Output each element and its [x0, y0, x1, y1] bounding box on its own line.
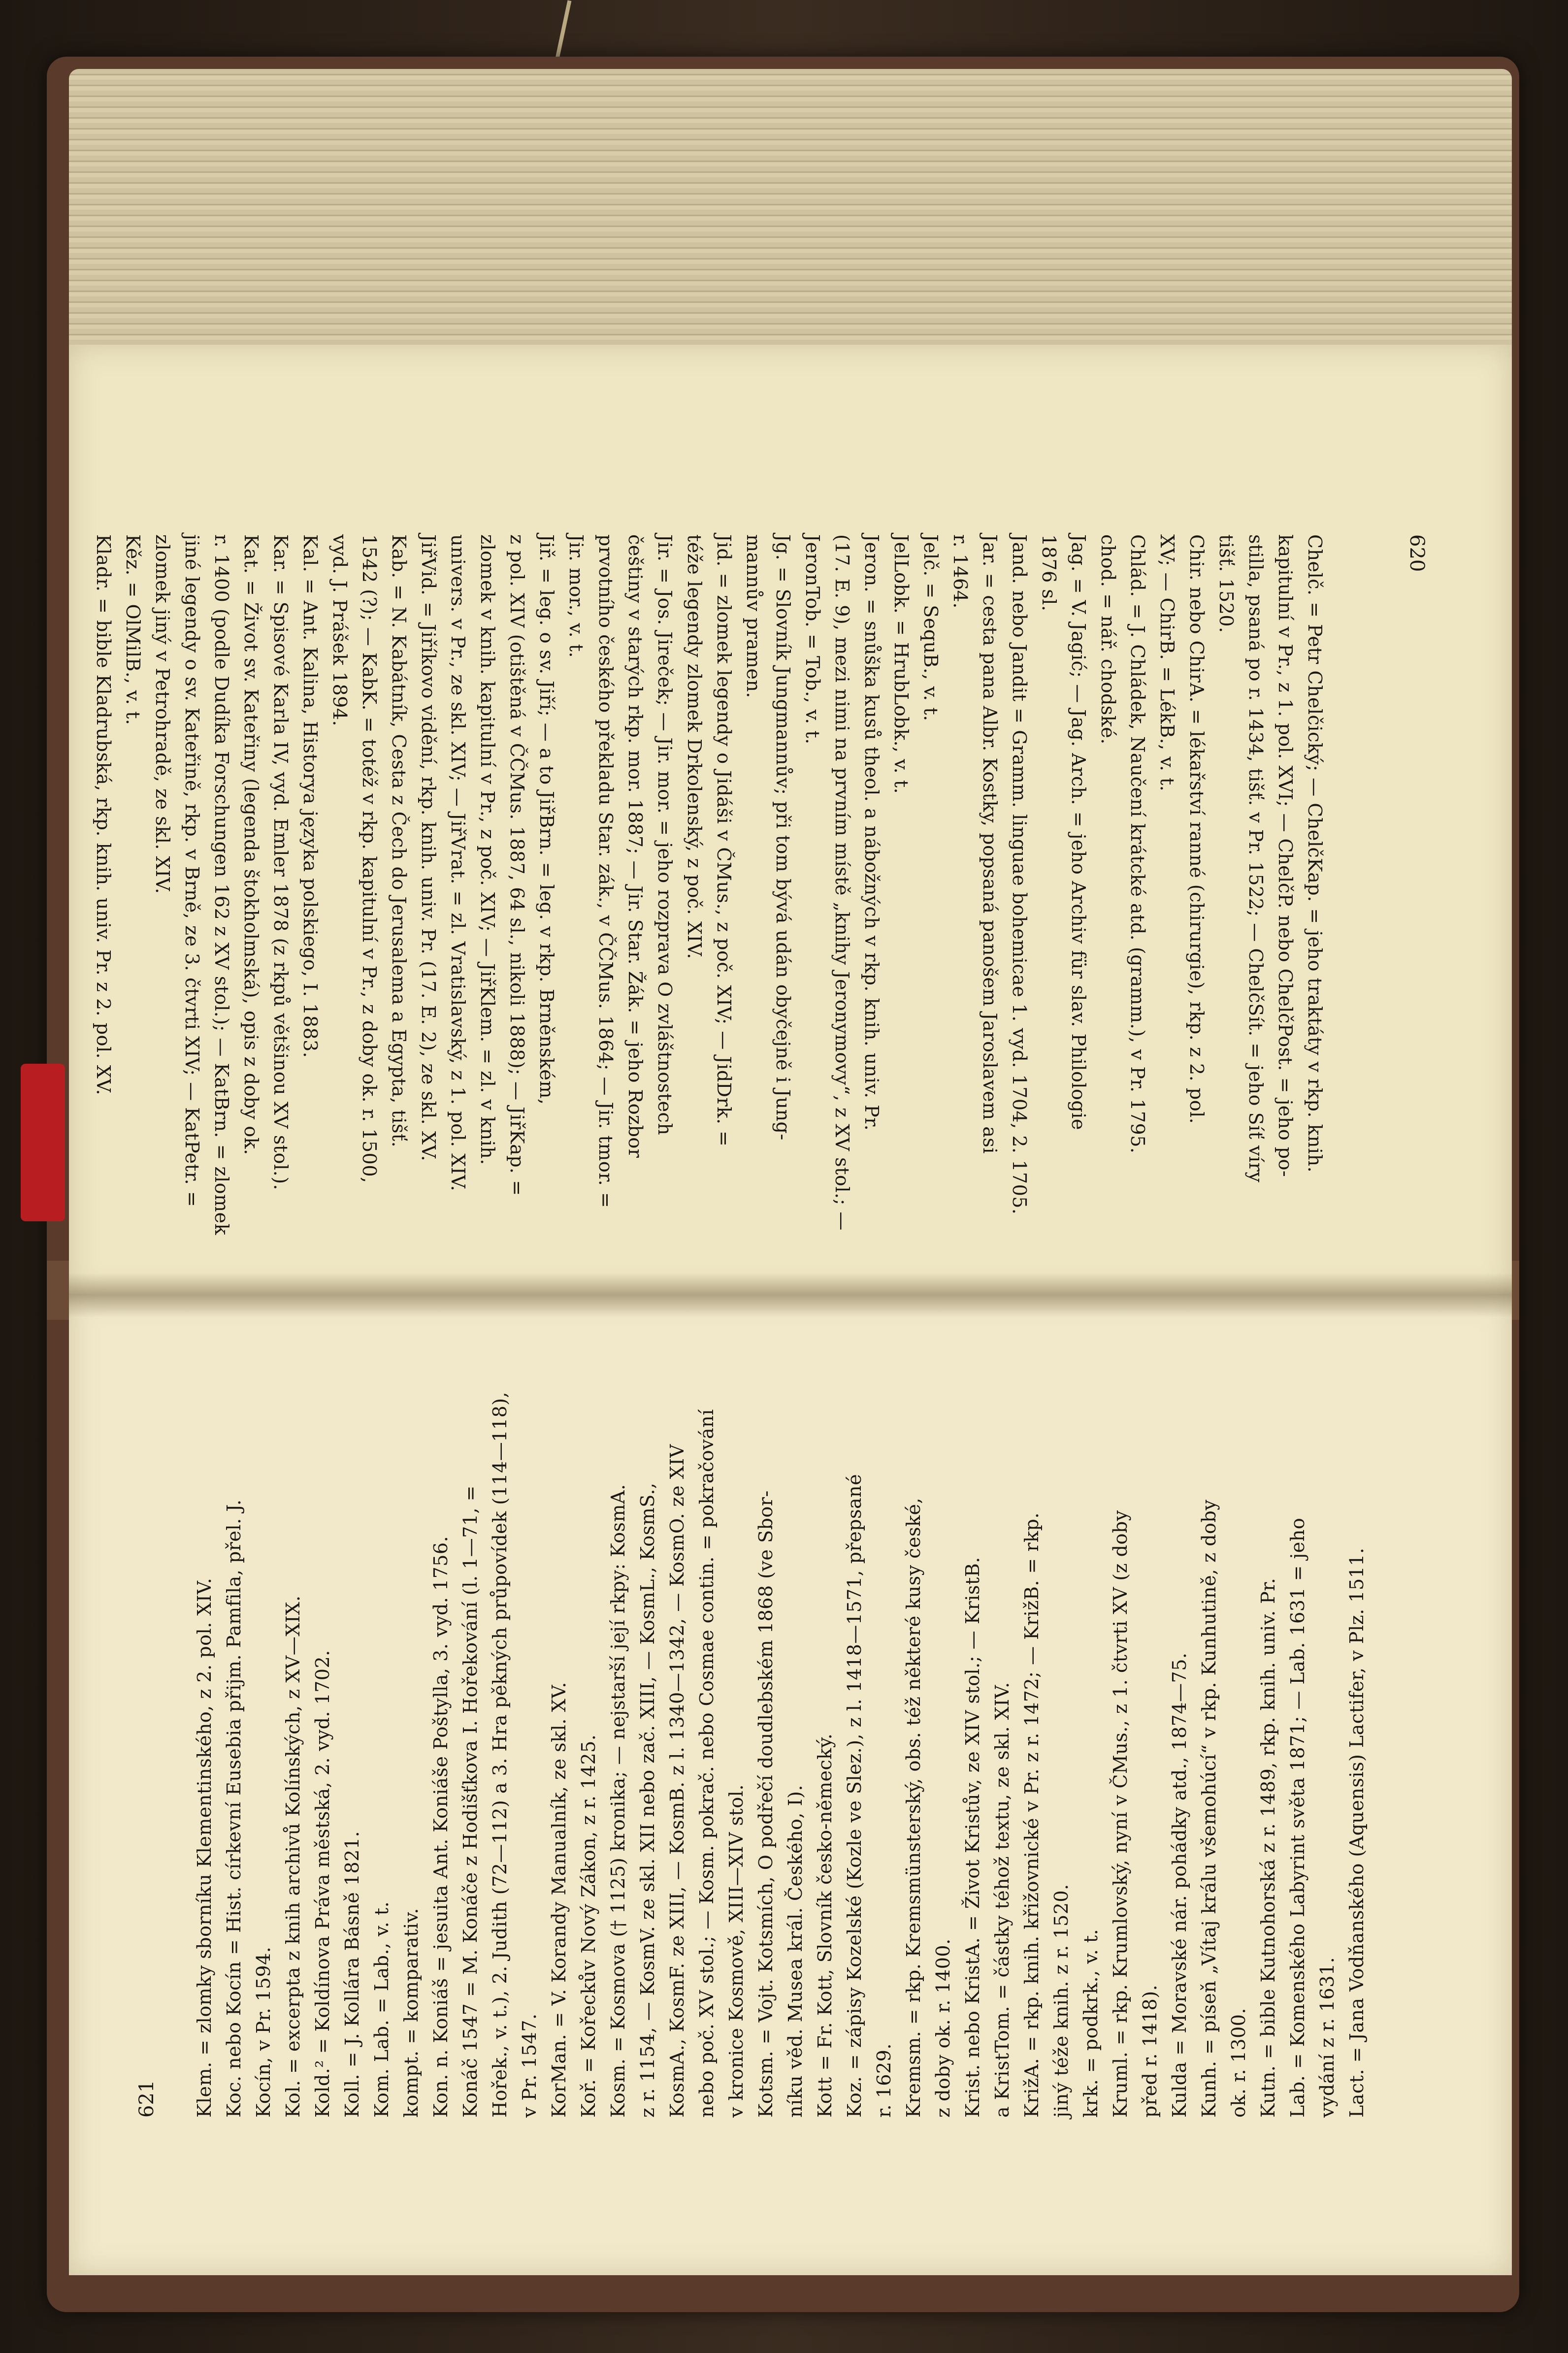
text-line: níku věd. Musea král. Českého, I).: [784, 1785, 806, 2118]
text-line: Kott = Fr. Kott, Slovník česko-německý.: [814, 1733, 836, 2118]
text-line: v kronice Kosmově, XIII—XIV stol.: [725, 1784, 747, 2118]
text-line: Koll. = J. Kollára Básně 1821.: [341, 1830, 363, 2118]
text-line: Hořek., v. t.), 2. Judith (72—112) a 3. Hra pěkných průpovídek (114—118),: [489, 1391, 511, 2118]
text-line: Kutn. = bible Kutnohorská z r. 1489, rkp. knih. univ. Pr.: [1257, 1577, 1279, 2118]
text-line: univers. v Pr., ze skl. XIV; — JiřVrat. = zl. Vratislavský, z 1. pol. XIV.: [447, 534, 469, 1192]
text-line: tišť. 1520.: [1215, 534, 1237, 633]
text-line: JiřVid. = Jiříkovo vidění, rkp. knih. univ. Pr. (17. E. 2), ze skl. XV.: [418, 534, 439, 1162]
page-number: 621: [135, 2080, 158, 2118]
text-line: vyd. J. Prášek 1894.: [329, 534, 351, 727]
text-line: zlomek v knih. kapitulní v Pr., z poč. XIV; — JiřKlem. = zl. v knih.: [477, 534, 498, 1165]
text-line: Kotsm. = Vojt. Kotsmích, O podřečí doudlebském 1868 (ve Sbor-: [755, 1490, 777, 2118]
text-line: Kat. = Život sv. Kateřiny (legenda štokholmská), opis z doby ok.: [240, 534, 262, 1155]
text-line: r. 1629.: [873, 2043, 895, 2118]
text-line: Kon. n. Koniáš = jesuita Ant. Koniáše Poštylla, 3. vyd. 1756.: [430, 1536, 452, 2118]
text-line: nebo poč. XV stol.; — Kosm. pokrač. nebo Cosmae contin. = pokračování: [696, 1409, 718, 2118]
text-line: Kom. Lab. = Lab., v. t.: [371, 1901, 392, 2118]
text-line: Jeron. = snůška kusů theol. a nábožných v rkp. knih. univ. Pr.: [861, 534, 882, 1131]
text-line: Jag. = V. Jagić; — Jag. Arch. = jeho Archiv für slav. Philologie: [1068, 534, 1089, 1130]
text-line: z r. 1154, — KosmV. ze skl. XII nebo zač. XIII, — KosmL., KosmS.,: [637, 1482, 658, 2118]
text-line: Kosm. = Kosmova († 1125) kronika; — nejstarší její rkpy: KosmA.: [607, 1484, 629, 2118]
text-line: vydání z r. 1631.: [1316, 1957, 1338, 2118]
text-line: (17. E. 9), mezi nimi na prvním místě „knihy Jeronymovy“, z XV stol.; —: [831, 534, 853, 1231]
text-line: Kladr. = bible Kladrubská, rkp. knih. univ. Pr. z 2. pol. XV.: [93, 534, 114, 1096]
text-line: Konáč 1547 = M. Konáče z Hodišťkova I. Hořekování (l. 1—71, =: [459, 1485, 481, 2118]
text-line: KorMan. = V. Korandy Manualník, ze skl. XV.: [548, 1682, 570, 2118]
text-line: r. 1400 (podle Dudíka Forschungen 162 z XV stol.); — KatBrn. = zlomek: [211, 534, 232, 1236]
text-line: JelLobk. = HrubLobk., v. t.: [890, 534, 912, 794]
text-line: Lact. = Jana Vodňanského (Aquensis) Lactifer, v Plz. 1511.: [1346, 1547, 1368, 2118]
text-line: Kab. = N. Kabátník, Cesta z Čech do Jerusalema a Egypta, tišť.: [388, 534, 410, 1148]
text-line: ok. r. 1300.: [1228, 2008, 1249, 2118]
text-line: z pol. XIV (otištěná v ČČMus. 1887, 64 sl., nikoli 1888); — JiřKap. =: [506, 534, 528, 1196]
text-line: Jir. mor., v. t.: [565, 534, 587, 658]
text-line: jiný téže knih. z r. 1520.: [1050, 1884, 1072, 2118]
text-line: Krist. nebo KristA. = Život Kristův, ze XIV stol.; — KristB.: [962, 1557, 983, 2118]
text-line: češtiny v starých rkp. mor. 1887; — Jir. Star. Žák. = jeho Rozbor: [624, 534, 646, 1158]
left-page-text: [89, 534, 1330, 1236]
ribbon-bookmark: [21, 1064, 65, 1221]
text-line: 1542 (?); — KabK. = totéž v rkp. kapitulní v Pr., z doby ok. r. 1500,: [359, 534, 380, 1183]
text-line: r. 1464.: [949, 534, 971, 609]
page-number: 620: [1405, 534, 1428, 572]
text-line: jiné legendy o sv. Kateřině, rkp. v Brně, ze 3. čtvrti XIV; — KatPetr. =: [181, 534, 203, 1208]
right-page-text: [190, 1391, 1372, 2118]
text-line: JeronTob. = Tob., v. t.: [802, 534, 823, 745]
text-line: Kulda = Moravské nár. pohádky atd., 1874—75.: [1169, 1652, 1190, 2118]
text-line: z doby ok. r. 1400.: [932, 1938, 954, 2118]
text-line: a KristTom. = částky téhož textu, ze skl. XIV.: [991, 1682, 1013, 2118]
text-line: Chlád. = J. Chládek, Naučení krátcké atd. (gramm.), v Pr. 1795.: [1127, 534, 1148, 1154]
text-line: chod. = nář. chodské.: [1097, 534, 1119, 745]
text-line: Chelč. = Petr Chelčický; — ChelčKap. = jeho traktáty v rkp. knih.: [1304, 534, 1326, 1173]
text-line: Kremsm. = rkp. Kremsmünsterský, obs. též některé kusy české,: [903, 1497, 924, 2118]
text-line: Jiř. = leg. o sv. Jiří; — a to JiřBrn. = leg. v rkp. Brněnském,: [536, 534, 557, 1105]
text-line: XV; — ChirB. = LékB., v. t.: [1156, 534, 1178, 792]
text-line: Jid. = zlomek legendy o Jidáši v ČMus., z poč. XIV; — JidDrk. =: [713, 534, 735, 1147]
text-line: téže legendy zlomek Drkolenský, z poč. XIV.: [684, 534, 705, 959]
text-line: Kunh. = píseň „Vítaj králu všemohúcí“ v rkp. Kunhutině, z doby: [1198, 1499, 1220, 2118]
page-block-edges: [69, 69, 1512, 345]
text-line: Lab. = Komenského Labyrint světa 1871; — Lab. 1631 = jeho: [1287, 1517, 1308, 2118]
text-line: v Pr. 1547.: [519, 2013, 540, 2118]
text-line: KrižA. = rkp. knih. křižovnické v Pr. z r. 1472; — KrižB. = rkp.: [1021, 1512, 1043, 2118]
book-gutter: [69, 1273, 1512, 1317]
text-line: KosmA., KosmF. ze XIII, — KosmB. z l. 1340—1342, — KosmO. ze XIV: [666, 1444, 688, 2118]
text-line: Kěz. = OlMilB., v. t.: [122, 534, 144, 725]
text-line: Jir. = Jos. Jireček; — Jir. mor. = jeho rozprava O zvláštnostech: [654, 534, 676, 1136]
text-line: prvotního českého překladu Star. zák., v ČČMus. 1864; — Jir. tmor. =: [595, 534, 617, 1209]
text-line: mannův pramen.: [743, 534, 764, 698]
text-line: Koc. nebo Kocín = Hist. církevní Eusebia přijm. Pamfila, přel. J.: [223, 1499, 245, 2118]
text-line: Koř. = Kořeckův Nový Zákon, z r. 1425.: [578, 1734, 599, 2118]
text-line: Kol. = excerpta z knih archivů Kolínských, z XV—XIX.: [282, 1595, 304, 2118]
text-line: stilla, psaná po r. 1434, tišť. v Pr. 1522; — ChelčSít. = jeho Síť víry: [1245, 534, 1267, 1183]
text-line: Chir. nebo ChirA. = lékařství ranné (chirurgie), rkp. z 2. pol.: [1186, 534, 1208, 1124]
text-line: Kocín, v Pr. 1594.: [253, 1946, 274, 2118]
text-line: Klem. = zlomky sborníku Klementinského, z 2. pol. XIV.: [194, 1577, 215, 2118]
text-line: 1876 sl.: [1038, 534, 1060, 612]
text-line: Jar. = cesta pana Albr. Kostky, popsaná panošem Jaroslavem asi: [979, 534, 1001, 1154]
text-line: Kal. = Ant. Kalina, Historya języka polskiego, I. 1883.: [299, 534, 321, 1058]
text-line: Jand. nebo Jandit = Gramm. linguae bohemicae 1. vyd. 1704, 2. 1705.: [1009, 534, 1030, 1215]
text-line: kapitulní v Pr., z 1. pol. XVI; — ChelčP. nebo ChelčPost. = jeho po-: [1274, 534, 1296, 1177]
text-line: kompt. = komparativ.: [400, 1908, 422, 2118]
text-line: Jelč. = SequB., v. t.: [920, 534, 942, 721]
text-line: Koz. = zápisy Kozelské (Kozle ve Slez.), z l. 1418—1571, přepsané: [844, 1473, 865, 2118]
text-line: zlomek jiný v Petrohradě, ze skl. XIV.: [152, 534, 173, 894]
text-line: krk. = podkrk., v. t.: [1080, 1928, 1102, 2118]
text-line: Kold.² = Koldínova Práva městská, 2. vyd. 1702.: [312, 1650, 333, 2118]
text-line: Kar. = Spisové Karla IV, vyd. Emler 1878 (z rkpů většinou XV stol.).: [270, 534, 292, 1191]
text-line: Jg. = Slovník Jungmannův; při tom bývá udán obyčejně i Jung-: [772, 534, 794, 1141]
text-line: před r. 1418).: [1139, 1984, 1161, 2118]
text-line: Kruml. = rkp. Krumlovský, nyní v ČMus., z 1. čtvrti XV (z doby: [1110, 1510, 1131, 2118]
